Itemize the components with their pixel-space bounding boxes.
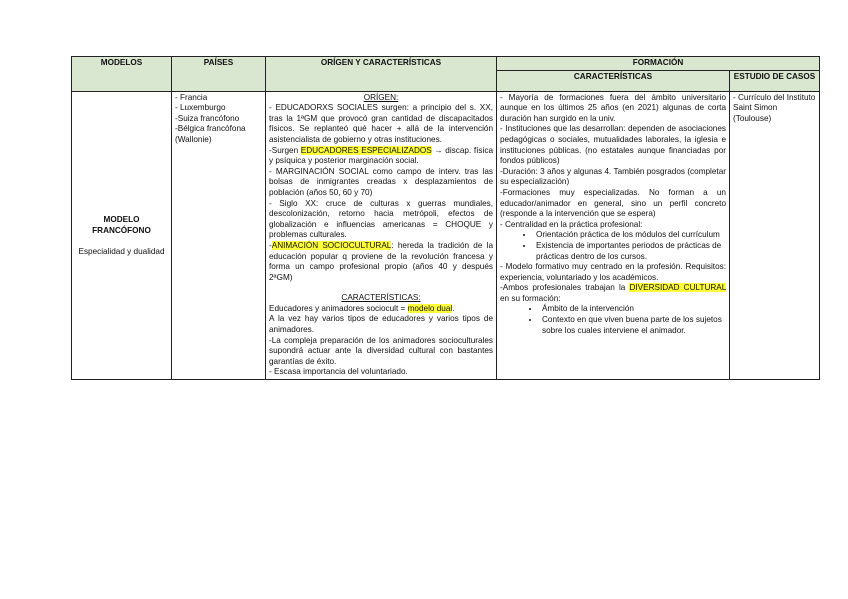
origen-cell bbox=[266, 91, 497, 379]
list-item: • Contexto en que viven buena parte de los sujetos sobre los cuales interviene el animador. bbox=[540, 315, 726, 336]
estudio-cell bbox=[730, 91, 820, 379]
origen-title: ORÍGEN: bbox=[363, 92, 399, 102]
origen-paragraph: -Surgen EDUCADORES ESPECIALIZADOS → discap. física y psíquica y posterior marginación social. bbox=[269, 145, 493, 166]
header-formacion: FORMACIÓN bbox=[497, 57, 820, 71]
list-item: • Orientación práctica de los módulos del currículum bbox=[534, 230, 726, 241]
origen-paragraph: - EDUCADORXS SOCIALES surgen: a principio del s. XX, tras la 1ªGM que provocó gran cantidad de discapacitados físicos. Se replanteó qué hacer + allá de la intervención asistencialista de gobierno y otras instituciones. bbox=[269, 103, 493, 144]
formacion-paragraph: -Formaciones muy especializadas. No forman a un educador/animador en general, sino un perfil concreto (responde a la intervención que se espera) bbox=[500, 187, 726, 219]
caract-paragraph: A la vez hay varios tipos de educadores y varios tipos de animadores. bbox=[269, 314, 493, 335]
header-modelos: MODELOS bbox=[72, 57, 172, 92]
bullet-list bbox=[500, 304, 726, 336]
caract-title: CARACTERÍSTICAS: bbox=[341, 293, 421, 303]
highlight: ANIMACIÓN SOCIOCULTURAL bbox=[271, 240, 392, 250]
header-origen: ORÍGEN Y CARACTERÍSTICAS bbox=[266, 57, 497, 92]
formacion-paragraph: -Duración: 3 años y algunas 4. También posgrados (completar su especialización) bbox=[500, 166, 726, 187]
origen-paragraph: -ANIMACIÓN SOCIOCULTURAL: hereda la tradición de la educación popular q proviene de la revolución francesa y forma un campo profesional propio (años 40 y después 2ªGM) bbox=[269, 240, 494, 282]
list-item: • Existencia de importantes periodos de prácticas de prácticas dentro de los cursos. bbox=[534, 241, 726, 262]
formacion-paragraph: - Centralidad en la práctica profesional: bbox=[500, 219, 643, 229]
highlight: DIVERSIDAD CULTURAL bbox=[629, 283, 726, 293]
formacion-paragraph: - Mayoría de formaciones fuera del ámbito universitario aunque en los últimos 25 años (en 2021) algunas de corta duración han surgido en la univ. bbox=[500, 92, 726, 123]
header-caracteristicas: CARACTERÍSTICAS bbox=[497, 70, 730, 91]
list-item: • Ámbito de la intervención bbox=[540, 304, 726, 315]
country-item: - Luxemburgo bbox=[175, 103, 226, 113]
origen-paragraph: - Siglo XX: cruce de culturas x guerras mundiales, descolonización, retorno hacia metrópoli, efectos de globalización e influencias americanas = CHOQUE y problemas culturales. bbox=[269, 198, 493, 240]
caract-paragraph: - Escasa importancia del voluntariado. bbox=[269, 367, 408, 377]
bullet-list bbox=[500, 230, 726, 262]
table-row bbox=[72, 91, 820, 379]
country-item: -Suiza francófono bbox=[175, 113, 240, 123]
country-item: - Francia bbox=[175, 92, 208, 102]
caract-paragraph: -La compleja preparación de los animadores socioculturales supondrá actuar ante la diversidad cultural con bastantes garantías de éxito. bbox=[269, 335, 493, 366]
header-estudio: ESTUDIO DE CASOS bbox=[730, 70, 820, 91]
highlight: EDUCADORES ESPECIALIZADOS bbox=[300, 145, 432, 155]
formacion-paragraph: -Ambos profesionales trabajan la DIVERSIDAD CULTURAL en su formación: bbox=[500, 283, 726, 303]
model-subtitle: Especialidad y dualidad bbox=[78, 246, 165, 256]
formacion-paragraph: - Modelo formativo muy centrado en la profesión. Requisitos: experiencia, voluntariado y los académicos. bbox=[500, 262, 726, 282]
formacion-cell bbox=[497, 91, 730, 379]
formacion-paragraph: - Instituciones que las desarrollan: dependen de asociaciones pedagógicas o sociales, mutualidades laborales, la iglesia e instituciones públicas. (no estatales aunque financiadas por fondos públicos) bbox=[500, 124, 726, 166]
model-cell bbox=[72, 91, 172, 379]
model-name: MODELO FRANCÓFONO bbox=[92, 215, 151, 236]
origen-paragraph: - MARGINACIÓN SOCIAL como campo de interv. tras las bolsas de inmigrantes creadas x desplazamientos de población (años 50, 60 y 70) bbox=[269, 166, 493, 197]
caract-paragraph: Educadores y animadores sociocult = modelo dual. bbox=[269, 303, 455, 313]
highlight: modelo dual bbox=[407, 303, 453, 313]
comparison-table bbox=[71, 56, 820, 380]
header-paises: PAÍSES bbox=[172, 57, 266, 92]
country-item: -Bélgica francófona (Wallonie) bbox=[175, 124, 246, 144]
estudio-text: - Currículo del Instituto Saint Simon (Toulouse) bbox=[733, 92, 816, 123]
countries-cell bbox=[172, 91, 266, 379]
